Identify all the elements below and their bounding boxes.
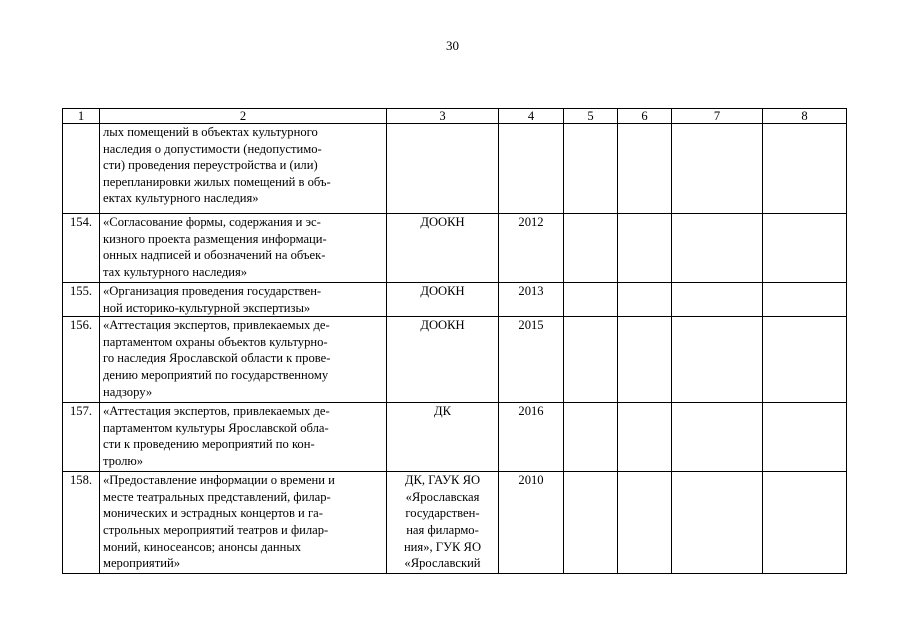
column-header: 5 [564, 109, 618, 124]
empty-cell [618, 472, 672, 574]
year-cell: 2013 [499, 283, 564, 317]
page-number: 30 [446, 38, 459, 53]
service-name-line: «Организация проведения государствен- [103, 284, 322, 298]
table-row [63, 472, 847, 574]
column-header: 2 [100, 109, 387, 124]
service-name-line: сти) проведения переустройства и (или) [103, 158, 318, 173]
table-body [63, 124, 847, 574]
empty-cell [672, 472, 763, 574]
service-name [100, 283, 387, 317]
row-number: 156. [63, 317, 100, 403]
responsible-body-line: «Ярославская [405, 489, 480, 504]
service-name-line: строльных мероприятий театров и филар- [103, 522, 329, 537]
empty-cell [763, 124, 847, 214]
empty-cell [672, 124, 763, 214]
column-header: 4 [499, 109, 564, 124]
empty-cell [672, 283, 763, 317]
service-name-line: кизного проекта размещения информаци- [103, 231, 327, 246]
service-name-line: «Аттестация экспертов, привлекаемых де- [103, 404, 330, 419]
responsible-body [387, 283, 499, 317]
year-cell: 2012 [499, 214, 564, 283]
service-name [100, 214, 387, 283]
service-name [100, 317, 387, 403]
column-header: 3 [387, 109, 499, 124]
empty-cell [763, 403, 847, 472]
empty-cell [763, 214, 847, 283]
empty-cell [672, 403, 763, 472]
row-number: 155. [63, 283, 100, 317]
empty-cell [672, 317, 763, 403]
responsible-body-line: ДООКН [420, 284, 465, 298]
year-cell: 2016 [499, 403, 564, 472]
service-name-line: «Аттестация экспертов, привлекаемых де- [103, 318, 330, 333]
empty-cell [618, 214, 672, 283]
empty-cell [564, 214, 618, 283]
service-name-line: мероприятий» [103, 556, 181, 571]
service-name [100, 124, 387, 214]
responsible-body-line: ния», ГУК ЯО [403, 539, 482, 554]
service-name-line: надзору» [103, 384, 153, 399]
service-name-line: моний, киносеансов; анонсы данных [103, 539, 302, 554]
empty-cell [618, 124, 672, 214]
service-name [100, 403, 387, 472]
empty-cell [564, 124, 618, 214]
empty-cell [763, 472, 847, 574]
empty-cell [763, 317, 847, 403]
service-name-line: ной историко-культурной экспертизы» [103, 300, 311, 315]
year-cell [499, 124, 564, 214]
empty-cell [618, 317, 672, 403]
table-row [63, 283, 847, 317]
service-name-line: тах культурного наследия» [103, 264, 248, 279]
row-number: 154. [63, 214, 100, 283]
responsible-body [387, 214, 499, 283]
empty-cell [618, 403, 672, 472]
responsible-body-line: «Ярославский [404, 556, 481, 571]
service-name-line: дению мероприятий по государственному [103, 367, 329, 382]
row-number: 158. [63, 472, 100, 574]
service-name-line: партаментом охраны объектов культурно- [103, 334, 328, 349]
year-cell: 2010 [499, 472, 564, 574]
empty-cell [564, 317, 618, 403]
empty-cell [763, 283, 847, 317]
service-name-line: «Предоставление информации о времени и [103, 473, 335, 488]
empty-cell [564, 283, 618, 317]
responsible-body-line: ная филармо- [406, 522, 479, 537]
responsible-body-line: ДООКН [420, 215, 465, 229]
responsible-body [387, 317, 499, 403]
service-name-line: сти к проведению мероприятий по кон- [103, 437, 315, 452]
row-number: 157. [63, 403, 100, 472]
registry-table [62, 108, 847, 574]
responsible-body [387, 472, 499, 574]
responsible-body [387, 124, 499, 214]
service-name-line: ектах культурного наследия» [103, 191, 259, 206]
column-header: 7 [672, 109, 763, 124]
service-name-line: партаментом культуры Ярославской обла- [103, 420, 329, 435]
column-header: 8 [763, 109, 847, 124]
row-number [63, 124, 100, 214]
empty-cell [564, 472, 618, 574]
table-row [63, 124, 847, 214]
column-header: 1 [63, 109, 100, 124]
service-name-line: монических и эстрадных концертов и га- [103, 506, 323, 521]
year-cell: 2015 [499, 317, 564, 403]
responsible-body-line: ДООКН [420, 318, 465, 333]
empty-cell [672, 214, 763, 283]
service-name-line: месте театральных представлений, филар- [103, 489, 331, 504]
responsible-body-line: государствен- [405, 506, 480, 521]
service-name-line: го наследия Ярославской области к прове- [103, 351, 331, 366]
responsible-body [387, 403, 499, 472]
table-row [63, 317, 847, 403]
service-name-line: наследия о допустимости (недопустимо- [103, 141, 322, 156]
table-header-row [63, 109, 847, 124]
service-name [100, 472, 387, 574]
service-name-line: лых помещений в объектах культурного [103, 125, 318, 139]
service-name-line: тролю» [103, 453, 144, 468]
responsible-body-line: ДК [434, 404, 451, 419]
table-row [63, 214, 847, 283]
service-name-line: «Согласование формы, содержания и эс- [103, 215, 321, 229]
column-header: 6 [618, 109, 672, 124]
table-row [63, 403, 847, 472]
empty-cell [564, 403, 618, 472]
empty-cell [618, 283, 672, 317]
responsible-body-line: ДК, ГАУК ЯО [404, 473, 481, 488]
service-name-line: перепланировки жилых помещений в объ- [103, 174, 331, 189]
service-name-line: онных надписей и обозначений на объек- [103, 248, 326, 263]
